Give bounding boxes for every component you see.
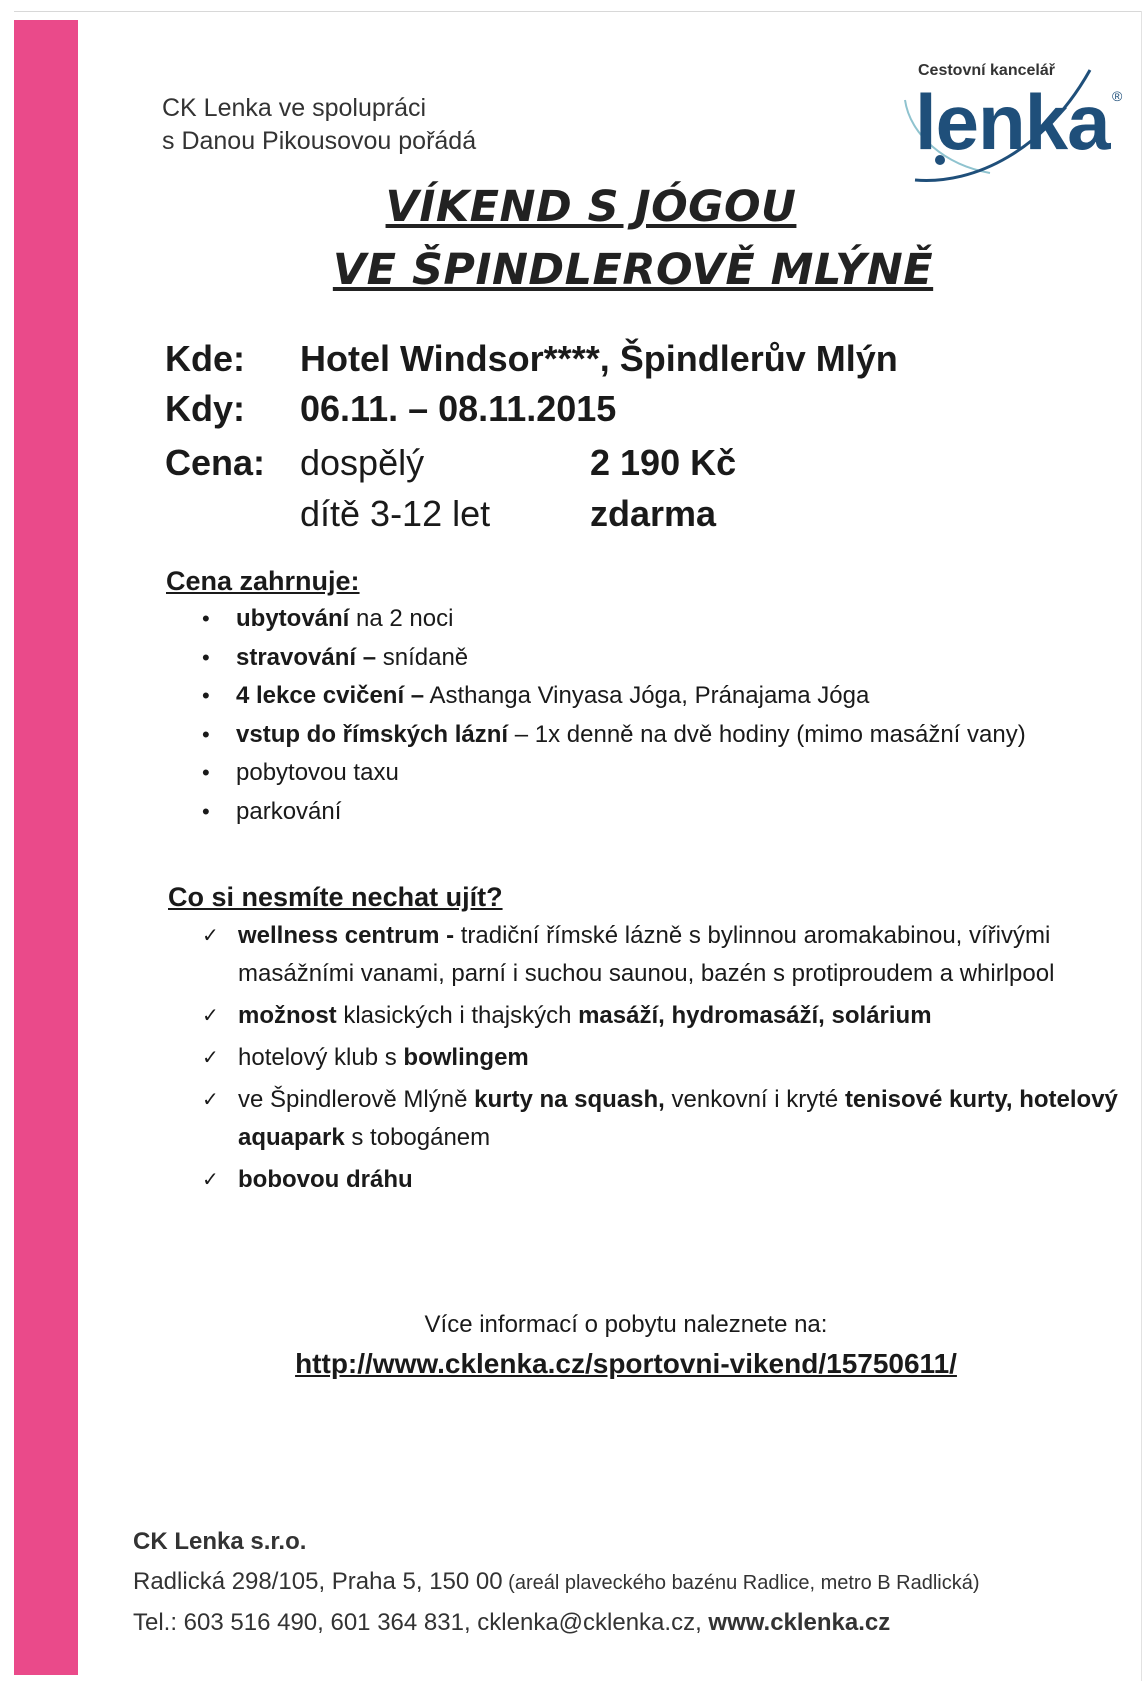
list-item	[202, 917, 1132, 993]
more-info-text: Více informací o pobytu naleznete na:	[424, 1311, 828, 1338]
highlight-bold: bowlingem	[403, 1044, 529, 1071]
where-label: Kde:	[165, 338, 245, 379]
list-item	[196, 604, 1026, 643]
footer-contact: Tel.: 603 516 490, 601 364 831, cklenka@cklenka.cz,	[133, 1609, 709, 1636]
highlight-bold: bobovou dráhu	[238, 1166, 413, 1193]
list-item	[202, 1161, 1132, 1199]
highlights-list	[202, 917, 1132, 1203]
footer-address-line	[133, 1562, 980, 1603]
list-item	[196, 681, 1026, 720]
highlight-text: klasických i thajských	[336, 1002, 579, 1029]
includes-heading: Cena zahrnuje:	[166, 566, 360, 596]
list-item-text: na 2 noci	[349, 605, 454, 632]
list-item-text: snídaně	[376, 643, 469, 671]
when-value: 06.11. – 08.11.2015	[300, 388, 617, 429]
footer-address: Radlická 298/105, Praha 5, 150 00	[133, 1568, 503, 1595]
list-item	[196, 758, 1026, 797]
highlight-bold: wellness centrum -	[238, 922, 455, 949]
more-info-link[interactable]: http://www.cklenka.cz/sportovni-vikend/15750611/	[295, 1348, 957, 1379]
highlight-text: s tobogánem	[344, 1124, 491, 1151]
list-item-bold: vstup do římských lázní	[236, 720, 509, 748]
list-item-text: Asthanga Vinyasa Jóga, Pránajama Jóga	[424, 682, 870, 709]
highlight-bold: kurty na squash,	[474, 1086, 665, 1113]
footer-contact-line	[133, 1603, 980, 1643]
adult-price: 2 190 Kč	[590, 442, 737, 483]
list-item-bold: ubytování	[236, 605, 350, 632]
price-label: Cena:	[165, 442, 266, 483]
child-price: zdarma	[590, 493, 717, 534]
list-item-text: parkování	[236, 797, 342, 825]
highlights-heading: Co si nesmíte nechat ujít?	[168, 882, 503, 912]
list-item	[196, 720, 1026, 759]
logo-wordmark: lenka	[915, 78, 1110, 166]
includes-list	[196, 604, 1026, 835]
intro-line-1: CK Lenka ve spolupráci	[162, 94, 427, 122]
list-item	[202, 1039, 1132, 1077]
list-item-bold: 4 lekce cvičení –	[236, 682, 425, 709]
list-item	[202, 997, 1132, 1035]
footer-company: CK Lenka s.r.o.	[133, 1528, 307, 1555]
footer-website-link[interactable]: www.cklenka.cz	[708, 1609, 891, 1636]
list-item-bold: stravování –	[236, 643, 377, 671]
footer	[133, 1522, 980, 1643]
child-label: dítě 3-12 let	[300, 493, 491, 534]
intro-line-2: s Danou Pikousovou pořádá	[162, 127, 477, 155]
logo-registered-mark: ®	[1112, 88, 1123, 104]
highlight-text: ve Špindlerově Mlýně	[238, 1086, 475, 1113]
when-label: Kdy:	[165, 388, 245, 429]
intro-text	[162, 92, 476, 158]
list-item-text: – 1x denně na dvě hodiny (mimo masážní vany)	[508, 720, 1026, 748]
highlight-bold: masáží, hydromasáží, solárium	[578, 1002, 932, 1029]
title-line-1: VÍKEND S JÓGOU	[385, 182, 797, 232]
logo-subtitle: Cestovní kancelář	[918, 62, 1055, 79]
adult-label: dospělý	[300, 442, 425, 483]
highlight-text: tradiční římské lázně s bylinnou aromakabinou, vířivými masážními vanami, parní i suchou saunou, bazén s protiproudem a whirlpool	[238, 922, 1055, 987]
where-value: Hotel Windsor****, Špindlerův Mlýn	[300, 338, 898, 379]
footer-address-note: (areál plaveckého bazénu Radlice, metro B Radlická)	[502, 1572, 980, 1594]
highlight-text: venkovní i kryté	[664, 1086, 845, 1113]
highlight-text: hotelový klub s	[238, 1044, 404, 1071]
list-item	[202, 1081, 1132, 1157]
top-divider	[14, 11, 1142, 12]
title-line-2: VE ŠPINDLEROVĚ MLÝNĚ	[332, 245, 934, 295]
list-item	[196, 797, 1026, 836]
highlight-bold: tenisové kurty, hotelový aquapark	[238, 1086, 1118, 1151]
list-item	[196, 643, 1026, 682]
highlight-bold: možnost	[238, 1002, 337, 1029]
list-item-text: pobytovou taxu	[236, 759, 399, 786]
